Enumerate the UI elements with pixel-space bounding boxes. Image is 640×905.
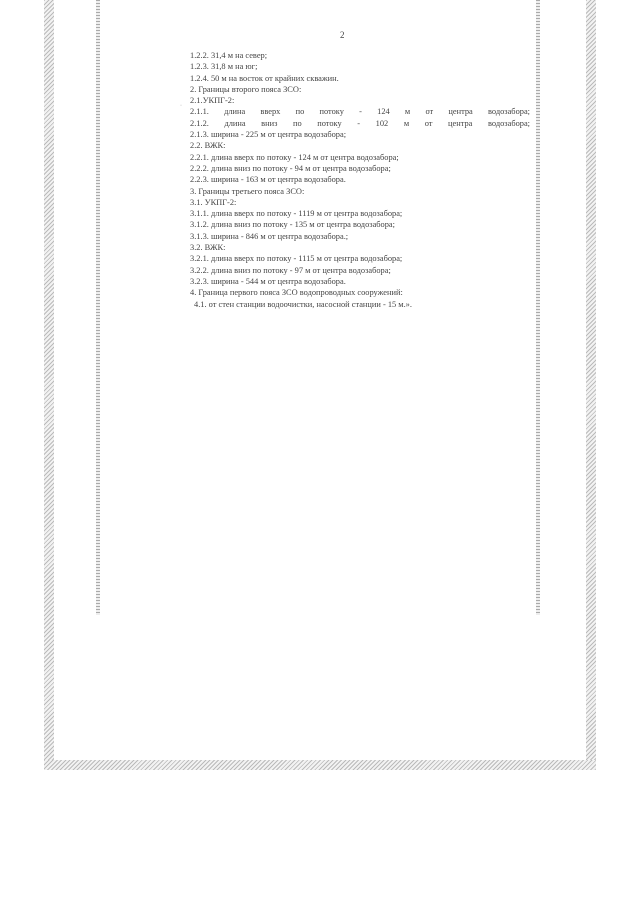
paragraph-line: 3.2.1. длина вверх по потоку - 1115 м от центра водозабора; [190, 254, 403, 264]
paragraph-line: 2.1.3. ширина - 225 м от центра водозабора; [190, 130, 347, 140]
paragraph-line: 2.2.3. ширина - 163 м от центра водозабора. [190, 175, 346, 185]
subsection-heading: 2.1.УКПГ-2: [190, 96, 235, 106]
scan-border-right [586, 0, 596, 770]
section-heading: 2. Границы второго пояса ЗСО: [190, 84, 302, 94]
page-number: 2 [340, 30, 345, 40]
paragraph-line: 2.2.1. длина вверх по потоку - 124 м от центра водозабора; [190, 152, 399, 162]
paragraph-line: 1.2.4. 50 м на восток от крайних скважин. [190, 73, 339, 83]
paragraph-line: 1.2.3. 31,8 м на юг; [190, 62, 258, 72]
scan-border-left [44, 0, 54, 770]
paragraph-line: 4.1. от стен станции водоочистки, насосной станции - 15 м.». [194, 299, 412, 309]
scan-margin-left [96, 0, 100, 615]
scan-border-bottom [44, 760, 596, 770]
subsection-heading: 2.2. ВЖК: [190, 141, 226, 151]
paragraph-line: 3.2.3. ширина - 544 м от центра водозабора. [190, 276, 346, 286]
paragraph-line: 3.2.2. длина вниз по потоку - 97 м от центра водозабора; [190, 265, 391, 275]
section-heading: 4. Граница первого пояса ЗСО водопроводных сооружений: [190, 288, 403, 298]
subsection-heading: 3.1. УКПГ-2: [190, 197, 237, 207]
margin-mark: · [180, 103, 182, 109]
paragraph-line: 2.1.2. длина вниз по потоку - 102 м от центра водозабора; [190, 118, 530, 128]
subsection-heading: 3.2. ВЖК: [190, 243, 226, 253]
paragraph-line: 2.2.2. длина вниз по потоку - 94 м от центра водозабора; [190, 163, 391, 173]
paragraph-line: 2.1.1. длина вверх по потоку - 124 м от центра водозабора; [190, 107, 530, 117]
paragraph-line: 3.1.3. ширина - 846 м от центра водозабора.; [190, 231, 349, 241]
document-body [190, 50, 530, 310]
scan-margin-right [536, 0, 540, 615]
paragraph-line: 3.1.2. длина вниз по потоку - 135 м от центра водозабора; [190, 220, 395, 230]
paragraph-line: 3.1.1. длина вверх по потоку - 1119 м от центра водозабора; [190, 209, 403, 219]
section-heading: 3. Границы третьего пояса ЗСО: [190, 186, 305, 196]
paragraph-line: 1.2.2. 31,4 м на север; [190, 51, 268, 60]
